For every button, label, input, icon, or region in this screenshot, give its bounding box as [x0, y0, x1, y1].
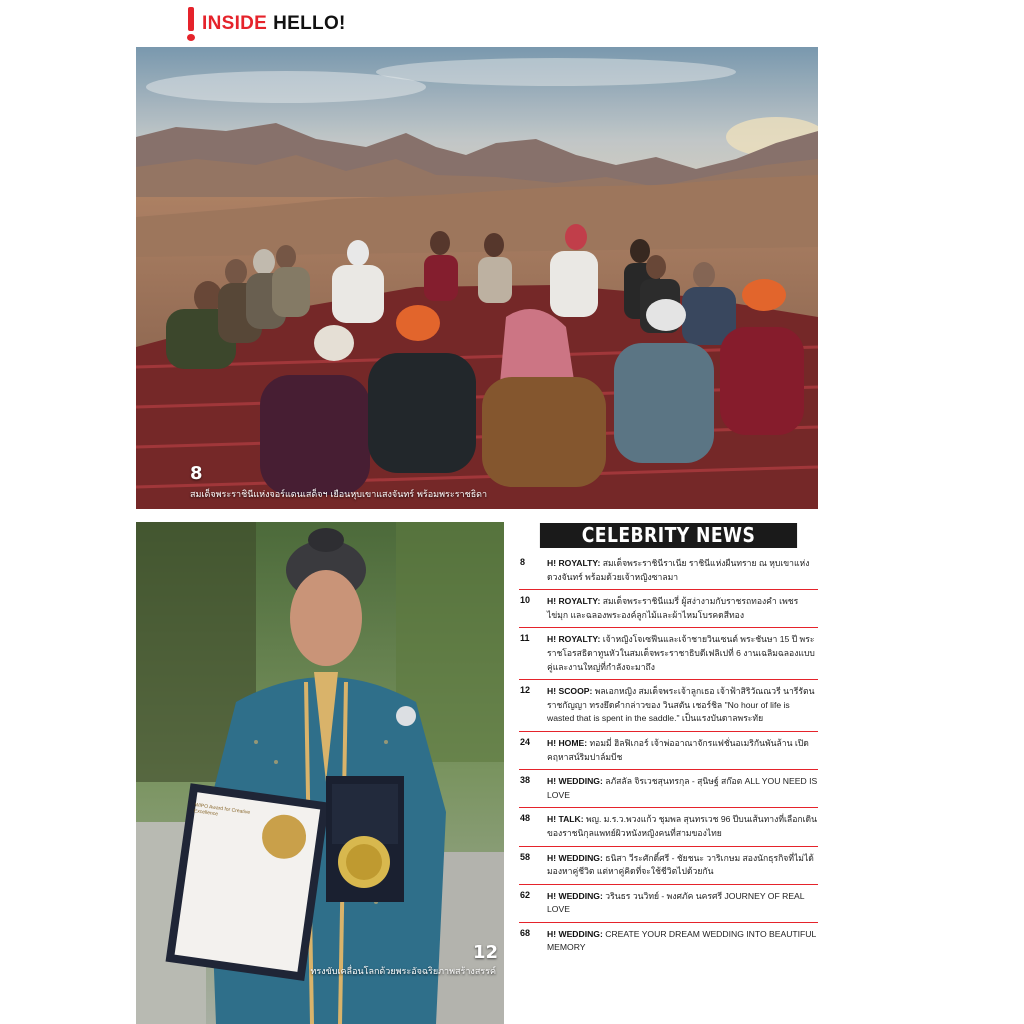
- news-text: พญ. ม.ร.ว.พวงแก้ว ชุมพล สุนทรเวช 96 ปีบนเส้นทางที่เลือกเดินของราชนิกุลแพทย์ผิวหนังหญิงคนที่สามของไทย: [547, 814, 817, 838]
- news-item[interactable]: [519, 885, 818, 923]
- news-section: H! WEDDING:: [547, 776, 603, 787]
- news-section: H! WEDDING:: [547, 890, 603, 901]
- news-page-number: 58: [520, 851, 531, 862]
- news-page-number: 68: [520, 927, 531, 938]
- bottom-photo-page-number: 12: [473, 942, 499, 963]
- exclamation-logo-icon: [186, 7, 196, 41]
- news-text: เจ้าหญิงโจเซฟีนและเจ้าชายวินเซนต์ พระชันษา 15 ปี พระราชโอรสธิดาทูนหัวในสมเด็จพระราชาธิบดีเฟลิเปที่ 6 งานเฉลิมฉลองแบบคู่และงานใหญ่ที่กำลังจะมาถึง: [547, 634, 815, 672]
- news-text: ทอมมี่ ฮิลฟิเกอร์ เจ้าพ่ออาณาจักรแฟชั่นอเมริกันพันล้าน เปิดคฤหาสน์ริมปาล์มบีช: [547, 737, 809, 762]
- news-page-number: 8: [520, 557, 526, 567]
- news-item[interactable]: [519, 808, 818, 846]
- magazine-section-header: [186, 6, 346, 42]
- news-text: วรินธร วนวิทย์ - พงศภัค นครศรี JOURNEY OF REAL LOVE: [547, 890, 805, 915]
- news-page-number: 24: [520, 736, 531, 747]
- top-photo-caption: สมเด็จพระราชินีแห่งจอร์แดนเสด็จฯ เยือนหุบเขาแสงจันทร์ พร้อมพระราชธิดา: [190, 490, 488, 500]
- news-text: CREATE YOUR DREAM WEDDING INTO BEAUTIFUL MEMORY: [547, 928, 816, 953]
- header-hello-label: HELLO!: [273, 13, 346, 34]
- news-item[interactable]: [519, 770, 818, 808]
- news-section: H! ROYALTY:: [547, 634, 601, 645]
- desert-scene-illustration: [136, 47, 818, 509]
- news-text: พลเอกหญิง สมเด็จพระเจ้าลูกเธอ เจ้าฟ้าสิริวัณณวรี นารีรัตนราชกัญญา ทรงยึดคำกล่าวของ วินสตัน เชอร์ชิล "No hour of life is wasted that is spent in the saddle." เป็นแรงบันดาลพระทัย: [547, 686, 815, 724]
- news-page-number: 12: [520, 685, 531, 696]
- news-item[interactable]: [519, 590, 818, 628]
- news-section: H! TALK:: [547, 814, 584, 825]
- news-section: H! SCOOP:: [547, 686, 593, 697]
- news-section: H! WEDDING:: [547, 852, 603, 863]
- celebrity-news-contents: [519, 523, 818, 960]
- news-page-number: 48: [520, 813, 531, 824]
- news-item[interactable]: [519, 552, 818, 590]
- news-text: ธนิสา วีระศักดิ์ศรี - ชัยชนะ วาริเกษม สองนักธุรกิจที่ไม่ได้มองหาคู่ชีวิต แต่หาคู่คิดที่จะใช้ชีวิตไปด้วยกัน: [547, 852, 814, 877]
- celebrity-news-title: CELEBRITY NEWS: [540, 523, 797, 548]
- news-page-number: 62: [520, 889, 531, 900]
- news-page-number: 10: [520, 595, 531, 606]
- award-portrait-photo: [136, 522, 504, 1024]
- header-inside-label: INSIDE: [202, 13, 268, 34]
- news-item[interactable]: [519, 732, 818, 770]
- top-photo-page-number: 8: [190, 463, 203, 484]
- news-section: H! HOME:: [547, 737, 588, 748]
- news-page-number: 38: [520, 775, 531, 786]
- news-text: สมเด็จพระราชินีราเนีย ราชินีแห่งผืนทราย ณ หุบเขาแห่งดวงจันทร์ พร้อมด้วยเจ้าหญิงซาลมา: [547, 558, 810, 582]
- news-list: [519, 552, 818, 960]
- certificate-title: WIPO Award for Creative Excellence: [193, 802, 251, 818]
- bottom-photo-caption: ทรงขับเคลื่อนโลกด้วยพระอัจฉริยภาพสร้างสรรค์: [310, 967, 496, 977]
- news-text: สมเด็จพระราชินีแมรี่ ผู้สง่างามกับราชรถทองคำ เพชรไข่มุก และฉลองพระองค์ลูกไม้และผ้าไหมโบรคดสีทอง: [547, 596, 799, 620]
- news-section: H! ROYALTY:: [547, 558, 601, 568]
- news-section: H! WEDDING:: [547, 928, 603, 939]
- news-page-number: 11: [520, 633, 530, 644]
- award-portrait-illustration: [136, 522, 504, 1024]
- news-item[interactable]: [519, 628, 818, 680]
- news-text: ลภัสลัล จิรเวชสุนทรกุล - สุนิษฐ์ สก๊อต ALL YOU NEED IS LOVE: [547, 776, 818, 800]
- news-section: H! ROYALTY:: [547, 596, 601, 607]
- news-item[interactable]: [519, 923, 818, 960]
- news-item[interactable]: [519, 680, 818, 732]
- news-item[interactable]: [519, 847, 818, 885]
- desert-gathering-photo: [136, 47, 818, 509]
